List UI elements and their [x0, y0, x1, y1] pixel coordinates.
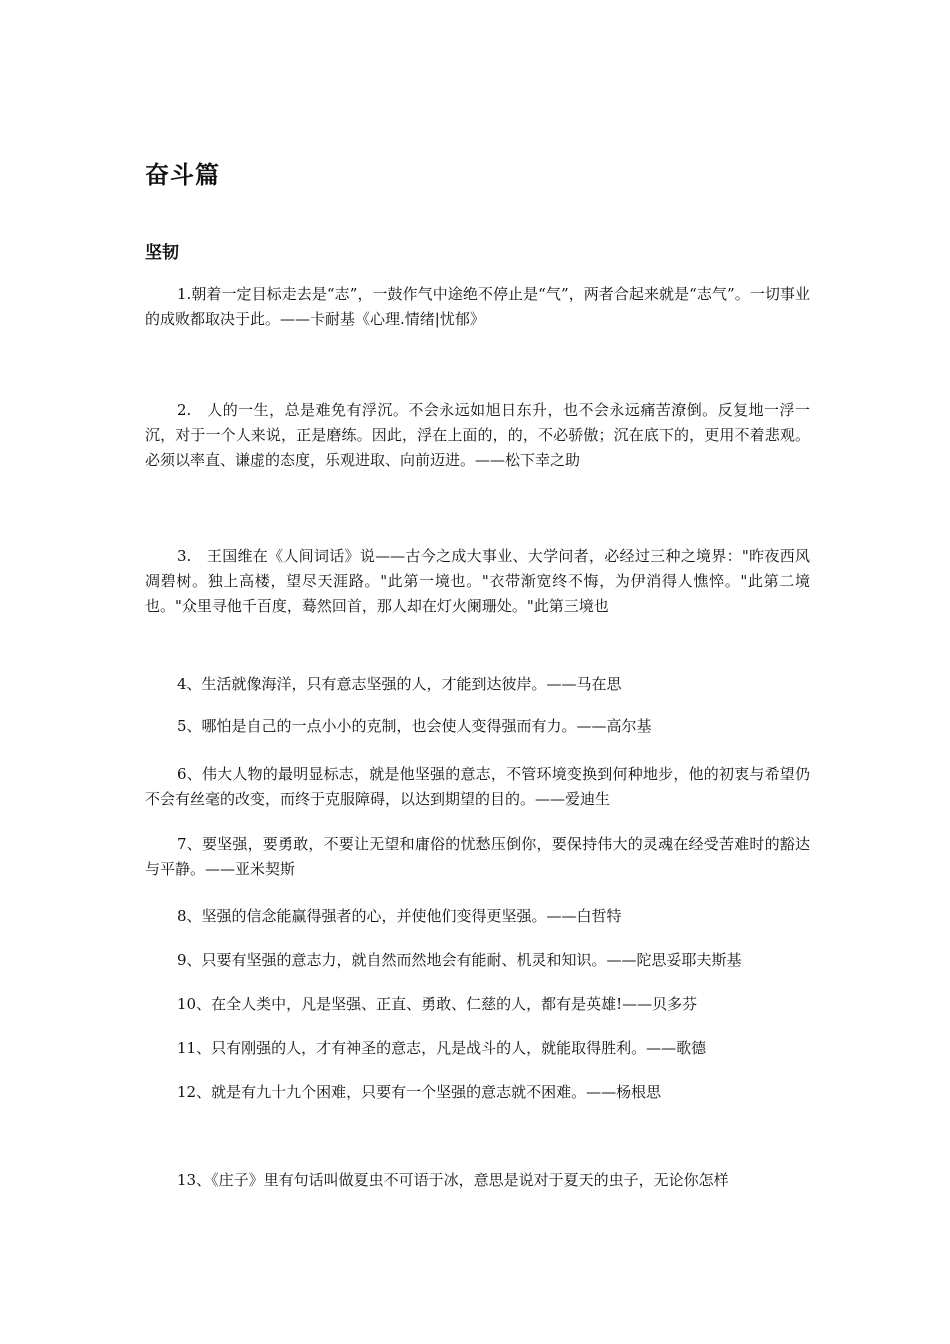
quote-paragraph-7: 7、要坚强，要勇敢，不要让无望和庸俗的忧愁压倒你，要保持伟大的灵魂在经受苦难时的豁达与平静。——亚米契斯 [145, 835, 810, 878]
section-heading: 坚韧 [145, 243, 179, 263]
quote-paragraph-4: 4、生活就像海洋，只有意志坚强的人，才能到达彼岸。——马在思 [177, 675, 622, 693]
quote-paragraph-12: 12、就是有九十九个困难，只要有一个坚强的意志就不困难。——杨根思 [177, 1083, 662, 1101]
quote-paragraph-1: 1.朝着一定目标走去是“志”，一鼓作气中途绝不停止是“气”，两者合起来就是“志气”。一切事业的成败都取决于此。——卡耐基《心理.情绪|忧郁》 [145, 285, 810, 328]
quote-paragraph-5: 5、哪怕是自己的一点小小的克制，也会使人变得强而有力。——高尔基 [177, 717, 652, 735]
quote-paragraph-3: 3. 王国维在《人间词话》说——古今之成大事业、大学问者，必经过三种之境界："昨夜西风凋碧树。独上高楼，望尽天涯路。"此第一境也。"衣带渐宽终不悔，为伊消得人憔悴。"此第二境也。"众里寻他千百度，蓦然回首，那人却在灯火阑珊处。"此第三境也 [145, 547, 810, 615]
quote-paragraph-11: 11、只有刚强的人，才有神圣的意志，凡是战斗的人，就能取得胜利。——歌德 [177, 1039, 707, 1057]
quote-paragraph-13: 13、《庄子》里有句话叫做夏虫不可语于冰，意思是说对于夏天的虫子，无论你怎样 [177, 1171, 729, 1189]
document-title: 奋斗篇 [145, 161, 220, 189]
quote-paragraph-2: 2. 人的一生，总是难免有浮沉。不会永远如旭日东升，也不会永远痛苦潦倒。反复地一浮一沉，对于一个人来说，正是磨练。因此，浮在上面的，的，不必骄傲；沉在底下的，更用不着悲观。必须以率直、谦虚的态度，乐观进取、向前迈进。——松下幸之助 [145, 401, 810, 469]
quote-paragraph-9: 9、只要有坚强的意志力，就自然而然地会有能耐、机灵和知识。——陀思妥耶夫斯基 [177, 951, 742, 969]
quote-paragraph-6: 6、伟大人物的最明显标志，就是他坚强的意志，不管环境变换到何种地步，他的初衷与希望仍不会有丝毫的改变，而终于克服障碍，以达到期望的目的。——爱迪生 [145, 765, 810, 808]
quote-paragraph-10: 10、在全人类中，凡是坚强、正直、勇敢、仁慈的人，都有是英雄!——贝多芬 [177, 995, 698, 1013]
quote-paragraph-8: 8、坚强的信念能赢得强者的心，并使他们变得更坚强。——白哲特 [177, 907, 622, 925]
